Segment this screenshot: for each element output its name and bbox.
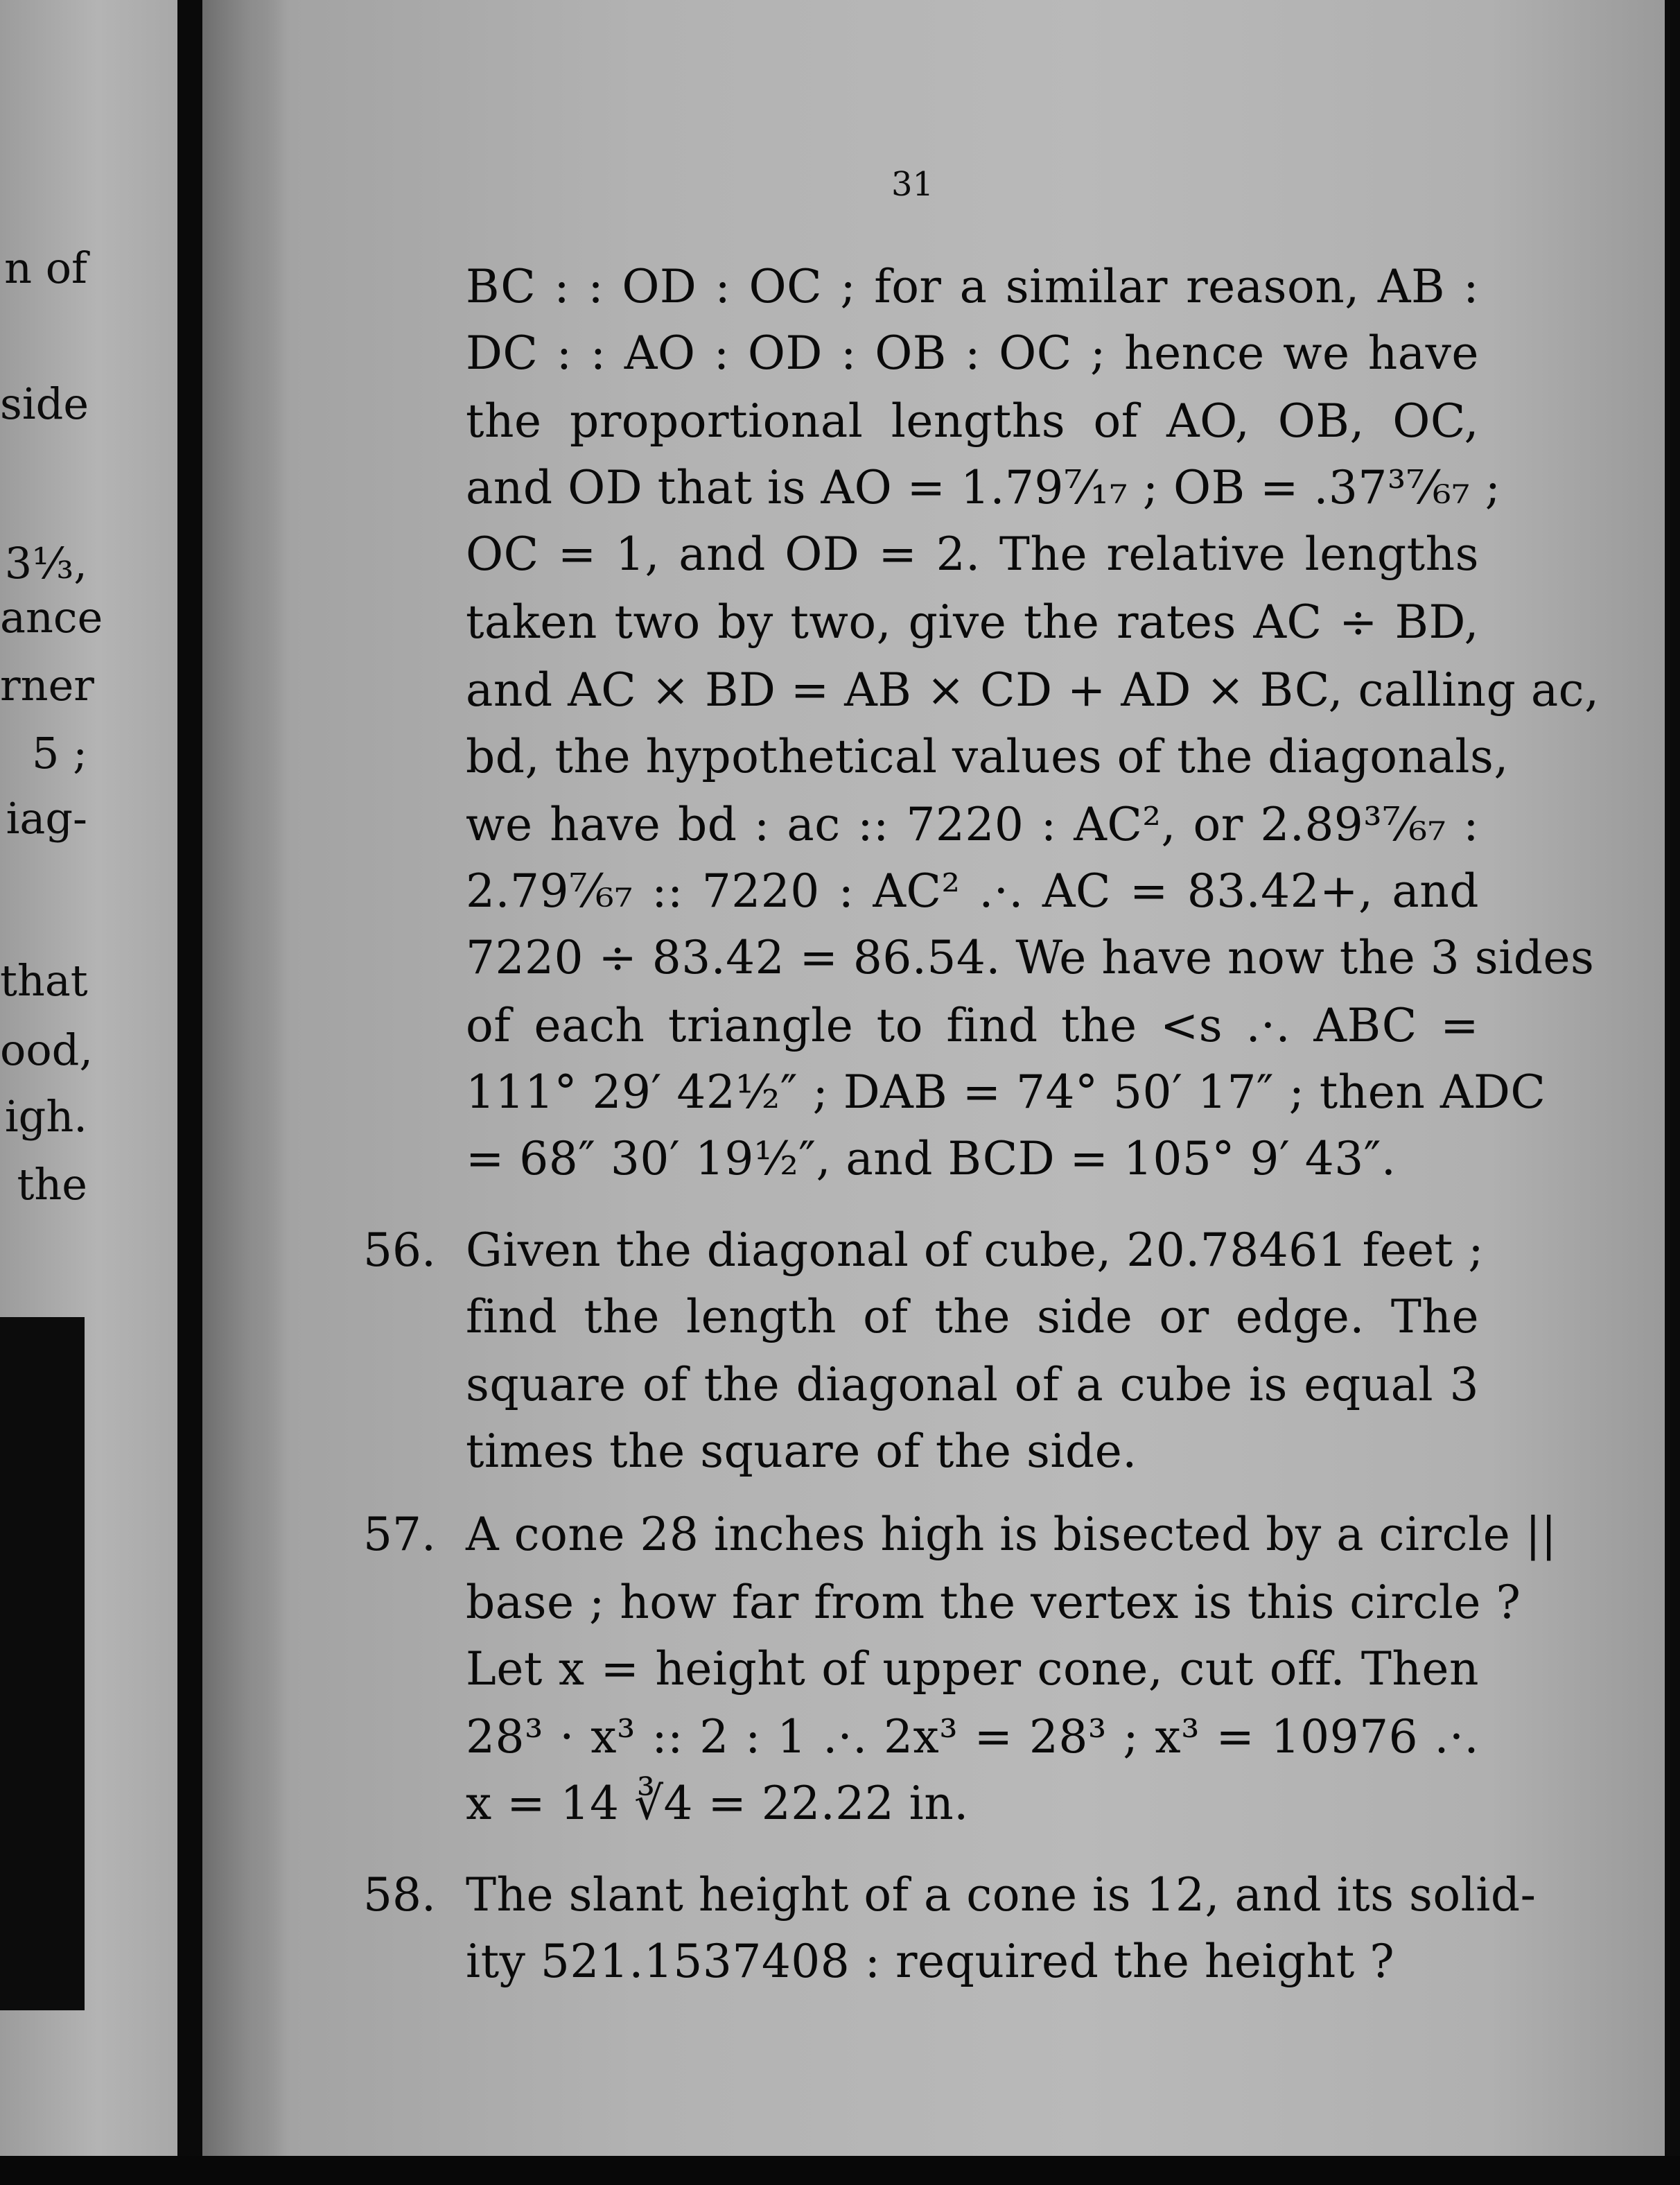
- text-line: we have bd : ac :: 7220 : AC², or 2.89³⁷⁄₆₇ :: [466, 798, 1479, 851]
- text-line: 7220 ÷ 83.42 = 86.54. We have now the 3 sides: [466, 931, 1595, 984]
- text-line: find the length of the side or edge. The: [466, 1290, 1479, 1343]
- left-page-dark-block: [0, 1317, 85, 2010]
- text-line: the proportional lengths of AO, OB, OC,: [466, 394, 1479, 448]
- text-line: and OD that is AO = 1.79⁷⁄₁₇ ; OB = .37³⁷⁄₆₇ ;: [466, 461, 1501, 514]
- left-fragment: that: [0, 955, 88, 1006]
- text-line: square of the diagonal of a cube is equal 3: [466, 1358, 1479, 1411]
- text-line: 2.79⁷⁄₆₇ :: 7220 : AC² .·. AC = 83.42+, and: [466, 864, 1479, 918]
- left-fragment: igh.: [4, 1091, 87, 1142]
- text-line: 28³ · x³ :: 2 : 1 .·. 2x³ = 28³ ; x³ = 10976 .·.: [466, 1710, 1479, 1764]
- text-line: and AC × BD = AB × CD + AD × BC, calling ac,: [466, 663, 1600, 717]
- left-fragment: iag-: [6, 793, 87, 844]
- left-fragment: ood,: [0, 1025, 94, 1075]
- text-line: ity 521.1537408 : required the height ?: [466, 1935, 1395, 1988]
- text-line: bd, the hypothetical values of the diagonals,: [466, 730, 1509, 783]
- text-line: Let x = height of upper cone, cut off. Then: [466, 1642, 1479, 1696]
- text-line: The slant height of a cone is 12, and its solid-: [466, 1868, 1537, 1922]
- text-line: OC = 1, and OD = 2. The relative lengths: [466, 528, 1479, 581]
- text-line: Given the diagonal of cube, 20.78461 feet ;: [466, 1224, 1484, 1277]
- problem-number: 58.: [363, 1868, 436, 1922]
- text-line: taken two by two, give the rates AC ÷ BD,: [466, 595, 1479, 649]
- text-line: of each triangle to find the <s .·. ABC =: [466, 999, 1479, 1052]
- gutter-shadow: [202, 0, 286, 2185]
- left-fragment: ance: [0, 592, 103, 643]
- text-line: 111° 29′ 42½″ ; DAB = 74° 50′ 17″ ; then ADC: [466, 1065, 1546, 1119]
- book-gutter: [177, 0, 202, 2185]
- left-fragment: the: [17, 1159, 87, 1210]
- right-page-edge: [1665, 0, 1680, 2185]
- problem-number: 57.: [363, 1508, 436, 1561]
- text-line: DC : : AO : OD : OB : OC ; hence we have: [466, 327, 1479, 380]
- left-fragment: 5 ;: [31, 728, 87, 778]
- text-line: BC : : OD : OC ; for a similar reason, AB :: [466, 260, 1479, 313]
- text-line: x = 14 ∛4 = 22.22 in.: [466, 1777, 969, 1830]
- problem-number: 56.: [363, 1224, 436, 1277]
- text-line: A cone 28 inches high is bisected by a circle ||: [466, 1508, 1557, 1561]
- left-fragment: 3⅓,: [4, 538, 87, 589]
- text-line: base ; how far from the vertex is this circle ?: [466, 1576, 1521, 1629]
- text-line: = 68″ 30′ 19½″, and BCD = 105° 9′ 43″.: [466, 1132, 1397, 1185]
- text-line: times the square of the side.: [466, 1425, 1137, 1478]
- page-number: 31: [891, 165, 934, 204]
- bottom-border: [0, 2156, 1680, 2185]
- left-fragment: n of: [4, 243, 87, 293]
- left-fragment: rner: [0, 660, 94, 711]
- left-fragment: side: [0, 378, 89, 429]
